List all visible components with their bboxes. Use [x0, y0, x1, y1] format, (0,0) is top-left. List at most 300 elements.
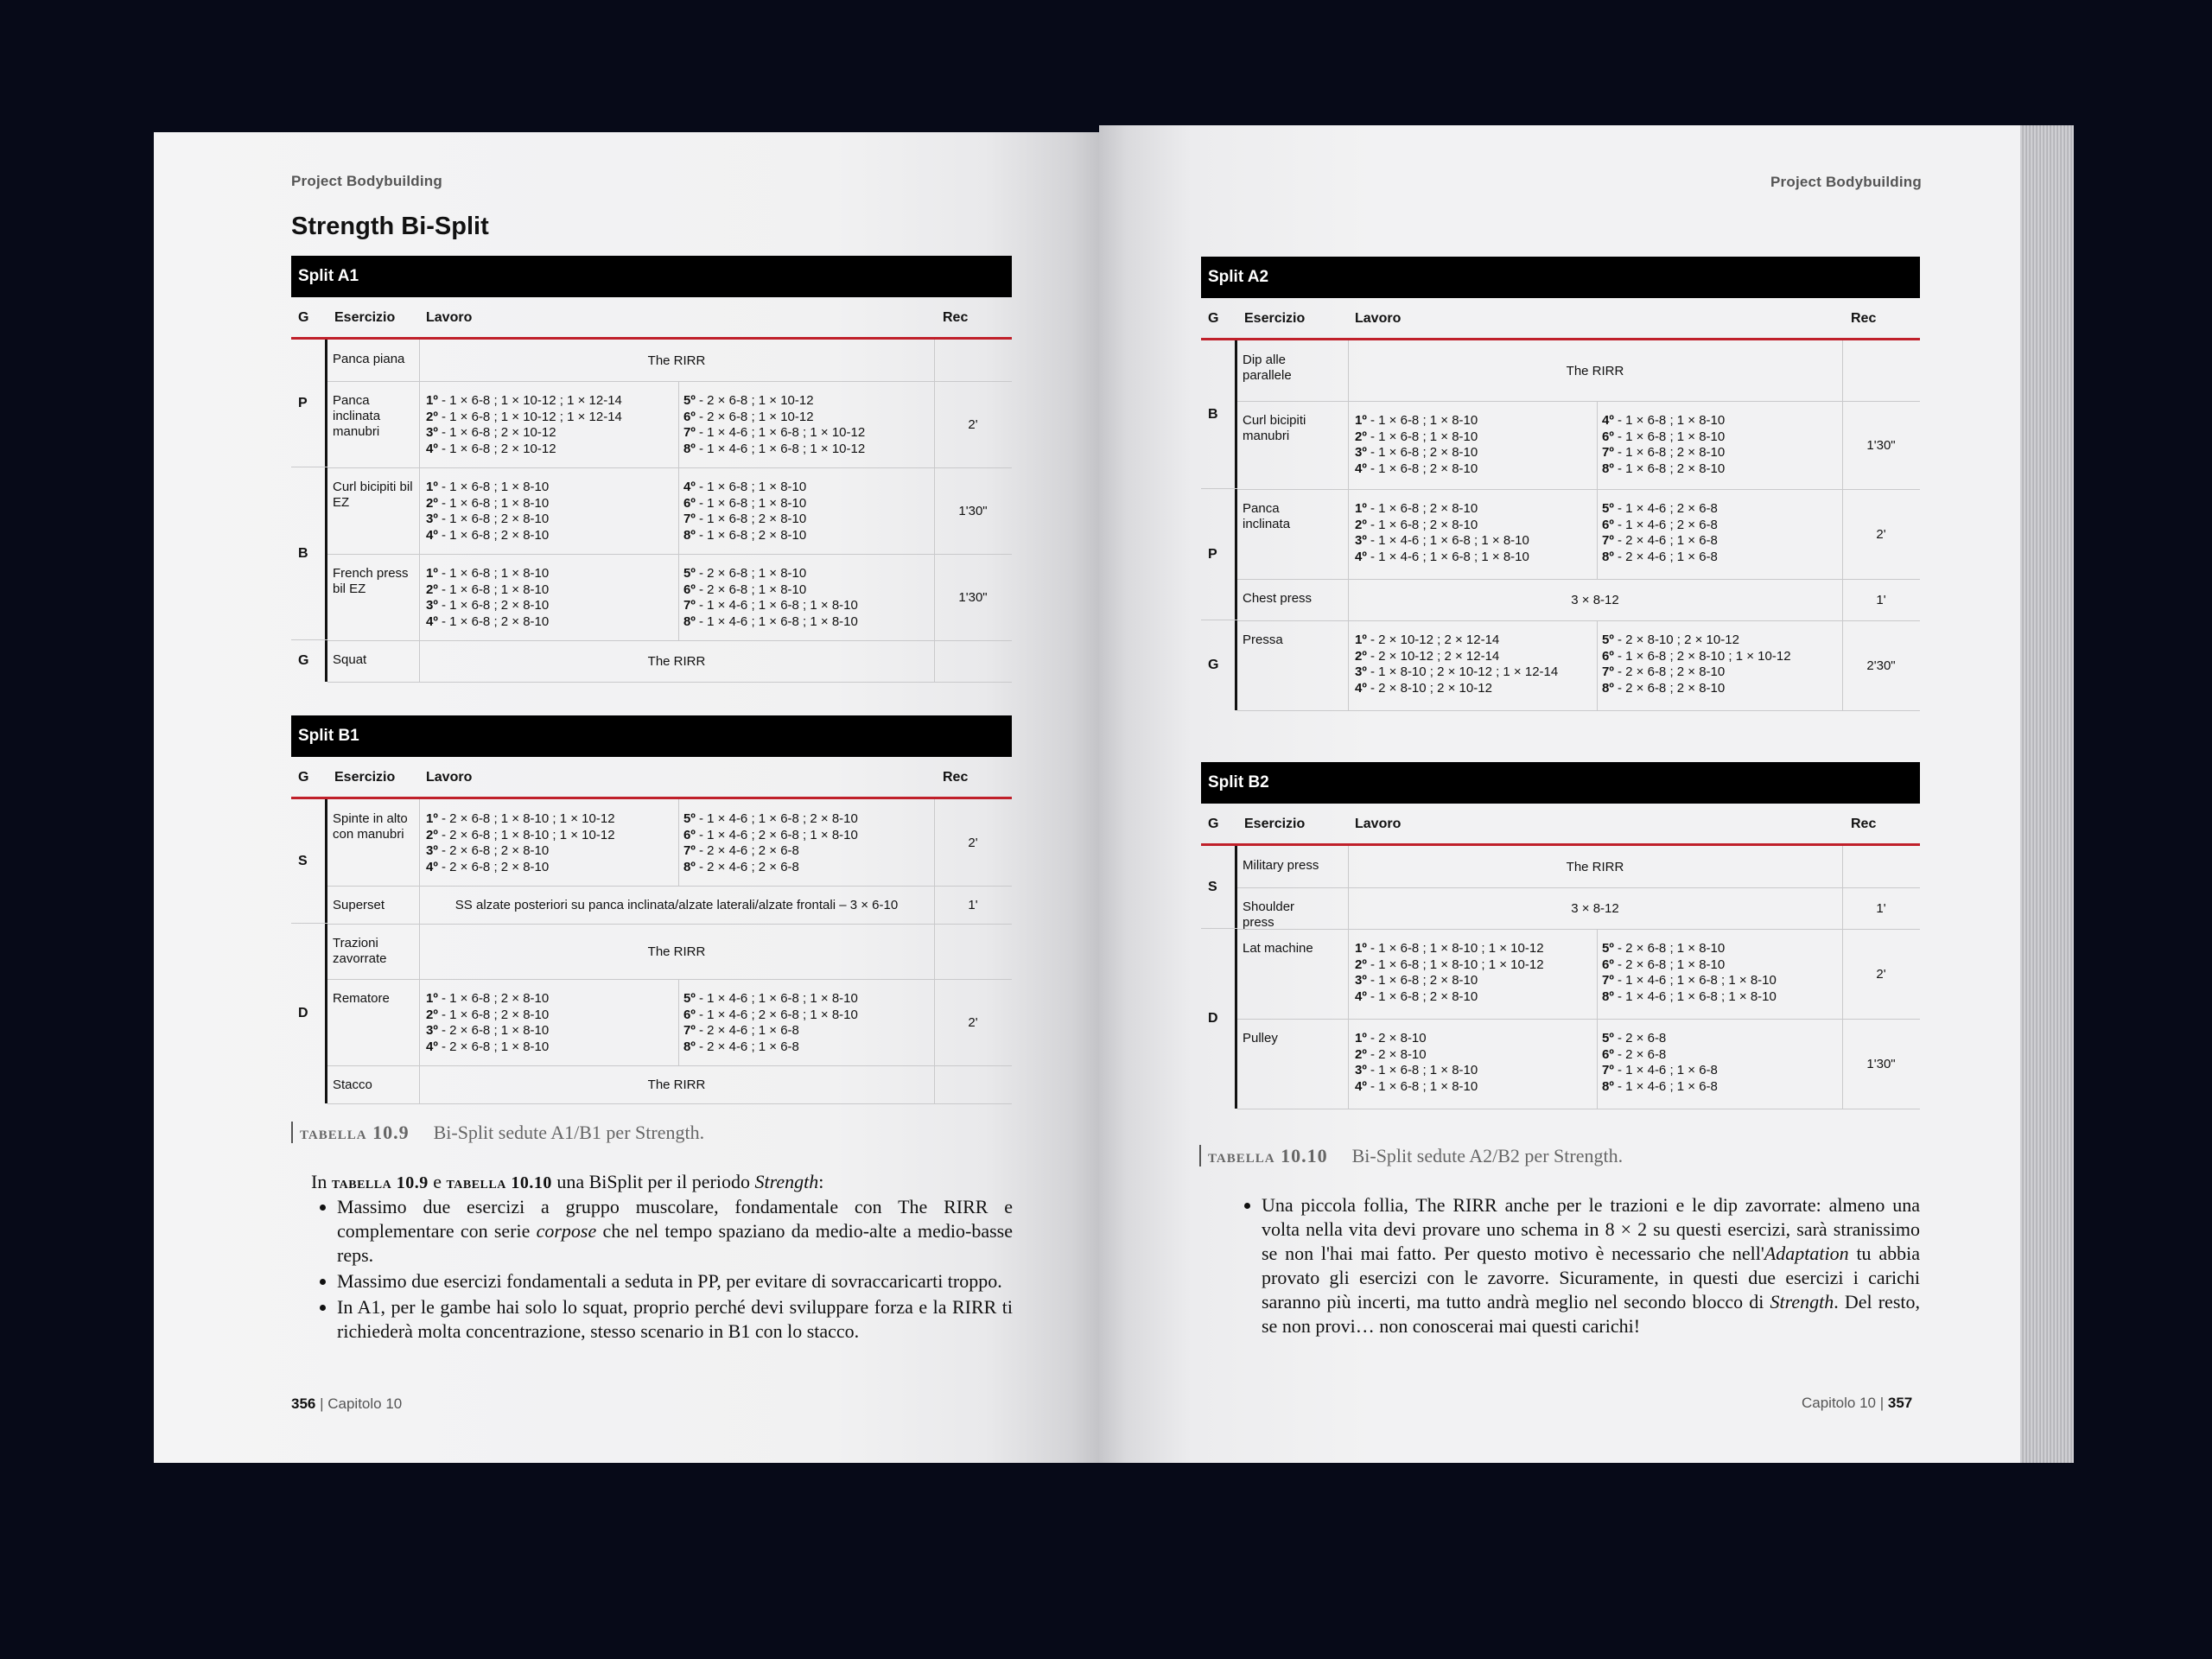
set-detail: - 1 × 4-6 ; 1 × 6-8 ; 1 × 8-10	[1613, 988, 1777, 1004]
column-separator	[1348, 401, 1349, 489]
group-label: S	[298, 854, 308, 868]
column-separator	[1597, 620, 1598, 710]
group-label: G	[1208, 658, 1219, 672]
set-detail: - 1 × 4-6 ; 1 × 6-8 ; 1 × 8-10	[1366, 549, 1529, 564]
set-detail: - 1 × 4-6 ; 1 × 6-8	[1613, 1063, 1718, 1077]
exercise-name: Curl bicipiti manubri	[1243, 413, 1306, 443]
column-separator	[1348, 620, 1349, 710]
set-detail: - 1 × 4-6 ; 1 × 6-8 ; 1 × 8-10	[1613, 973, 1777, 988]
col-g: G	[1208, 311, 1219, 326]
set-number: 8º	[683, 1039, 696, 1054]
rest-time	[934, 924, 1012, 979]
work-line	[426, 1023, 549, 1039]
set-number: 5º	[1602, 941, 1614, 956]
set-detail: - 1 × 6-8 ; 1 × 8-10	[1366, 1063, 1478, 1077]
set-detail: - 2 × 4-6 ; 1 × 6-8	[695, 1039, 799, 1054]
work-scheme-left	[1355, 941, 1544, 1005]
page-title: Strength Bi-Split	[291, 213, 489, 240]
set-number: 1º	[426, 991, 438, 1006]
set-detail: - 1 × 6-8 ; 1 × 8-10	[437, 582, 550, 597]
column-headers	[1201, 298, 1920, 340]
work-line	[683, 480, 806, 496]
set-number: 8º	[1602, 680, 1614, 696]
split-title: Split B2	[1201, 762, 1920, 804]
col-esercizio: Esercizio	[1244, 817, 1306, 831]
set-number: 7º	[1602, 1063, 1614, 1077]
set-number: 4º	[426, 1039, 438, 1054]
set-detail: - 2 × 6-8	[1613, 1046, 1667, 1062]
col-lavoro: Lavoro	[1355, 311, 1402, 326]
work-line	[426, 598, 549, 614]
set-detail: - 1 × 4-6 ; 1 × 6-8 ; 1 × 10-12	[695, 425, 866, 440]
work-line	[1602, 550, 1718, 566]
caption-text: Bi-Split sedute A2/B2 per Strength.	[1351, 1145, 1624, 1166]
right-body-text	[1236, 1193, 1920, 1340]
rest-time	[934, 1065, 1012, 1103]
work-line	[1602, 1031, 1718, 1047]
set-number: 5º	[1602, 501, 1614, 516]
set-number: 2º	[426, 582, 438, 597]
set-number: 4º	[1355, 680, 1367, 696]
set-detail: - 1 × 6-8 ; 2 × 10-12	[437, 441, 556, 456]
split-title: Split B1	[291, 715, 1012, 757]
exercise-name: Shoulder press	[1243, 899, 1295, 930]
column-separator	[678, 381, 679, 467]
set-number: 4º	[1355, 1078, 1367, 1094]
set-detail: - 1 × 6-8 ; 1 × 8-10	[1613, 413, 1726, 428]
set-number: 3º	[426, 598, 438, 613]
work-line	[1602, 632, 1791, 649]
group-label: G	[298, 653, 309, 668]
work-line	[1602, 461, 1725, 478]
work-scheme: The RIRR	[647, 944, 706, 959]
work-line	[426, 528, 549, 544]
work-line	[426, 860, 615, 876]
rest-time: 2'30"	[1866, 658, 1896, 673]
rest-time	[1842, 846, 1920, 887]
work-line	[1355, 550, 1529, 566]
col-g: G	[298, 310, 309, 325]
split-a1-table	[291, 256, 1012, 682]
set-detail: - 2 × 4-6 ; 2 × 6-8	[695, 843, 799, 858]
work-scheme: The RIRR	[647, 653, 706, 669]
set-number: 1º	[1355, 632, 1367, 647]
set-detail: - 1 × 6-8 ; 2 × 8-10	[437, 527, 550, 543]
caption-label: tabella 10.9	[291, 1122, 410, 1143]
set-number: 8º	[683, 441, 696, 456]
bullet-item: • In A1, per le gambe hai solo lo squat, proprio perché devi sviluppare forza e la RIRR ti richiederà molta concentrazione, stesso scenario in B1 con lo stacco.	[337, 1295, 1013, 1344]
column-separator	[419, 979, 420, 1065]
set-detail: - 1 × 6-8 ; 2 × 8-10	[437, 598, 550, 613]
set-number: 4º	[426, 859, 438, 874]
table-row	[327, 640, 1012, 683]
set-number: 7º	[683, 425, 696, 440]
set-detail: - 1 × 4-6 ; 1 × 6-8 ; 1 × 10-12	[695, 441, 866, 456]
work-line	[683, 598, 858, 614]
col-esercizio: Esercizio	[1244, 311, 1306, 326]
set-number: 1º	[1355, 501, 1367, 516]
work-line	[1355, 1079, 1478, 1096]
set-number: 6º	[683, 582, 696, 597]
set-detail: - 2 × 4-6 ; 1 × 6-8	[1613, 533, 1718, 548]
set-number: 8º	[683, 613, 696, 629]
rest-time: 1'30"	[1866, 1056, 1896, 1071]
work-line	[683, 828, 858, 844]
set-number: 4º	[1602, 413, 1614, 428]
table-row	[327, 924, 1012, 980]
work-line	[1355, 941, 1544, 957]
rest-time: 1'30"	[958, 503, 988, 518]
set-detail: - 2 × 6-8 ; 1 × 8-10	[1613, 957, 1726, 972]
set-number: 8º	[683, 859, 696, 874]
work-scheme-left	[426, 566, 549, 630]
work-line	[1602, 973, 1777, 989]
set-detail: - 2 × 6-8 ; 1 × 8-10 ; 1 × 10-12	[437, 811, 615, 826]
work-scheme-left	[426, 991, 549, 1055]
exercise-name: Rematore	[333, 991, 390, 1006]
set-number: 2º	[426, 1007, 438, 1022]
set-number: 7º	[1602, 533, 1614, 548]
work-line	[1602, 501, 1718, 518]
set-detail: - 1 × 8-10 ; 2 × 10-12 ; 1 × 12-14	[1366, 664, 1559, 679]
set-number: 5º	[683, 811, 696, 826]
set-number: 6º	[683, 827, 696, 842]
set-number: 6º	[1602, 429, 1614, 444]
work-scheme-right	[683, 393, 865, 457]
work-line	[426, 828, 615, 844]
col-rec: Rec	[1851, 311, 1877, 326]
caption-label: tabella 10.10	[1199, 1145, 1328, 1166]
work-line	[1602, 957, 1777, 974]
table-row	[327, 799, 1012, 887]
work-line	[1602, 649, 1791, 665]
work-line	[683, 860, 858, 876]
set-number: 7º	[683, 1023, 696, 1038]
set-detail: - 1 × 4-6 ; 1 × 6-8 ; 1 × 8-10	[1366, 533, 1529, 548]
running-head-right: Project Bodybuilding	[1770, 174, 1922, 190]
work-line	[426, 393, 622, 410]
work-line	[1355, 681, 1558, 697]
col-rec: Rec	[1851, 817, 1877, 831]
bullet-item: • Massimo due esercizi fondamentali a seduta in PP, per evitare di sovraccaricarti troppo.	[337, 1269, 1013, 1294]
left-body-text	[311, 1170, 1013, 1345]
work-scheme-right	[1602, 632, 1791, 696]
set-number: 5º	[683, 566, 696, 581]
set-detail: - 1 × 6-8 ; 2 × 8-10	[1613, 445, 1726, 460]
col-esercizio: Esercizio	[334, 770, 396, 785]
set-number: 3º	[426, 843, 438, 858]
work-scheme-left	[1355, 413, 1478, 477]
work-line	[683, 566, 858, 582]
set-detail: - 1 × 4-6 ; 1 × 6-8 ; 1 × 8-10	[695, 613, 858, 629]
work-line	[1355, 973, 1544, 989]
set-detail: - 2 × 4-6 ; 1 × 6-8	[1613, 549, 1718, 564]
group-label: B	[298, 546, 308, 561]
split-title: Split A1	[291, 256, 1012, 297]
set-detail: - 1 × 6-8 ; 1 × 8-10	[437, 495, 550, 511]
work-scheme-right	[1602, 1031, 1718, 1095]
column-separator	[678, 799, 679, 886]
set-detail: - 2 × 4-6 ; 1 × 6-8	[695, 1023, 799, 1038]
rest-time: 2'	[1876, 526, 1886, 542]
set-detail: - 1 × 4-6 ; 1 × 6-8 ; 2 × 8-10	[695, 811, 858, 826]
set-number: 2º	[1355, 1046, 1367, 1062]
work-line	[1355, 461, 1478, 478]
set-number: 6º	[683, 495, 696, 511]
set-number: 1º	[426, 480, 438, 494]
rest-time: 1'30"	[958, 589, 988, 605]
group-cell	[1201, 620, 1237, 710]
set-number: 1º	[426, 393, 438, 408]
set-number: 8º	[1602, 1078, 1614, 1094]
intro-paragraph: In tabella 10.9 e tabella 10.10 una BiSplit per il periodo Strength:	[311, 1171, 824, 1192]
table-row	[1237, 846, 1920, 888]
set-number: 4º	[426, 613, 438, 629]
exercise-name: French press bil EZ	[333, 566, 409, 596]
set-detail: - 1 × 6-8 ; 2 × 8-10	[437, 1007, 550, 1022]
set-number: 2º	[426, 827, 438, 842]
column-separator	[1348, 929, 1349, 1019]
table-body	[1201, 340, 1920, 710]
set-number: 5º	[683, 991, 696, 1006]
work-scheme-left	[426, 811, 615, 875]
set-detail: - 2 × 6-8 ; 2 × 8-10	[1613, 680, 1726, 696]
set-detail: - 1 × 6-8 ; 2 × 8-10	[437, 512, 550, 526]
set-number: 1º	[1355, 413, 1367, 428]
work-line	[1602, 664, 1791, 681]
set-number: 7º	[683, 843, 696, 858]
column-separator	[1348, 489, 1349, 579]
work-line	[1355, 518, 1529, 534]
work-line	[1355, 649, 1558, 665]
work-line	[1355, 429, 1478, 446]
exercise-name: Squat	[333, 652, 367, 667]
work-line	[683, 528, 806, 544]
set-detail: - 2 × 6-8 ; 2 × 8-10	[1613, 664, 1726, 679]
table-row	[1237, 929, 1920, 1020]
work-scheme-right	[683, 480, 806, 543]
table-row	[327, 554, 1012, 641]
set-number: 3º	[1355, 445, 1367, 460]
exercise-name: Stacco	[333, 1077, 372, 1092]
set-number: 5º	[1602, 632, 1614, 647]
set-detail: - 1 × 6-8 ; 1 × 8-10	[1366, 429, 1478, 444]
set-number: 3º	[1355, 664, 1367, 679]
table-row	[327, 886, 1012, 925]
work-line	[683, 582, 858, 599]
work-scheme-left	[1355, 1031, 1478, 1095]
set-detail: - 2 × 6-8 ; 2 × 8-10	[437, 843, 550, 858]
work-line	[426, 614, 549, 631]
work-line	[1355, 1047, 1478, 1064]
set-number: 2º	[1355, 517, 1367, 532]
set-number: 3º	[426, 512, 438, 526]
set-detail: - 2 × 8-10 ; 2 × 10-12	[1613, 632, 1739, 647]
set-detail: - 1 × 6-8 ; 1 × 8-10	[695, 480, 807, 494]
exercise-name: Spinte in alto con manubri	[333, 811, 408, 842]
work-scheme: 3 × 8-12	[1571, 592, 1619, 607]
group-cell	[291, 924, 327, 1103]
work-scheme-left	[426, 393, 622, 457]
exercise-name: Dip alle parallele	[1243, 353, 1292, 383]
rest-time: 2'	[968, 416, 978, 432]
work-line	[1355, 445, 1478, 461]
set-number: 4º	[426, 527, 438, 543]
set-detail: - 2 × 8-10	[1366, 1031, 1427, 1046]
table-row	[327, 979, 1012, 1066]
column-headers	[1201, 804, 1920, 846]
work-line	[1602, 518, 1718, 534]
table-body	[291, 799, 1012, 1103]
set-number: 8º	[1602, 461, 1614, 476]
column-separator	[1597, 1019, 1598, 1109]
folio-left: 356 | Capitolo 10	[291, 1395, 403, 1412]
set-detail: - 1 × 6-8 ; 1 × 8-10	[437, 566, 550, 581]
folio-right: Capitolo 10 | 357	[1802, 1395, 1913, 1411]
work-scheme-right	[683, 566, 858, 630]
work-line	[683, 614, 858, 631]
bullet-item: • Una piccola follia, The RIRR anche per le trazioni e le dip zavorrate: almeno una volta nella vita devi provare uno schema in 8 × 2 su questi esercizi, sarà stranissimo se non l'hai mai fatto. Per questo motivo è necessario che nell'Adaptation tu abbia provato gli esercizi con le zavorre. Sicuramente, in questi due esercizi i carichi saranno più incerti, ma tutto andrà meglio nel secondo blocco di Strength. Del resto, se non provi… non conoscerai mai questi carichi!	[1262, 1193, 1920, 1338]
running-head-left: Project Bodybuilding	[291, 173, 442, 189]
group-label: D	[1208, 1011, 1218, 1026]
set-number: 6º	[683, 1007, 696, 1022]
set-number: 6º	[683, 409, 696, 424]
set-detail: - 1 × 4-6 ; 1 × 6-8 ; 1 × 8-10	[695, 598, 858, 613]
set-number: 8º	[1602, 988, 1614, 1004]
work-line	[1355, 664, 1558, 681]
work-line	[426, 512, 549, 528]
work-line	[1602, 941, 1777, 957]
set-detail: - 2 × 6-8 ; 1 × 8-10	[437, 1023, 550, 1038]
set-number: 7º	[1602, 973, 1614, 988]
set-number: 6º	[1602, 517, 1614, 532]
split-title: Split A2	[1201, 257, 1920, 298]
exercise-name: Panca inclinata	[1243, 501, 1291, 531]
col-lavoro: Lavoro	[426, 310, 473, 325]
column-separator	[1597, 929, 1598, 1019]
work-line	[683, 1023, 858, 1039]
set-detail: - 2 × 6-8 ; 1 × 10-12	[695, 393, 814, 408]
work-line	[683, 425, 865, 442]
set-detail: - 1 × 4-6 ; 2 × 6-8 ; 1 × 8-10	[695, 827, 858, 842]
exercise-name: Chest press	[1243, 591, 1313, 606]
work-line	[1355, 632, 1558, 649]
column-separator	[678, 467, 679, 554]
set-detail: - 1 × 6-8 ; 2 × 10-12	[437, 425, 556, 440]
work-line	[426, 442, 622, 458]
work-scheme: The RIRR	[647, 353, 706, 368]
group-label: S	[1208, 880, 1217, 894]
column-separator	[1597, 489, 1598, 579]
set-number: 4º	[1355, 988, 1367, 1004]
work-line	[426, 496, 549, 512]
work-line	[1602, 429, 1725, 446]
work-line	[426, 991, 549, 1007]
page-edges	[2020, 125, 2074, 1463]
set-number: 6º	[1602, 957, 1614, 972]
set-detail: - 2 × 6-8 ; 1 × 8-10	[695, 566, 807, 581]
bullet-list	[311, 1195, 1013, 1344]
set-detail: - 2 × 8-10	[1366, 1046, 1427, 1062]
set-number: 4º	[1355, 549, 1367, 564]
work-line	[1602, 1079, 1718, 1096]
set-number: 2º	[1355, 429, 1367, 444]
exercise-name: Lat machine	[1243, 941, 1313, 956]
set-detail: - 2 × 8-10 ; 2 × 10-12	[1366, 680, 1492, 696]
rest-time: 2'	[968, 835, 978, 850]
group-cell	[291, 799, 327, 924]
table-row	[1237, 887, 1920, 930]
set-detail: - 2 × 6-8 ; 1 × 10-12	[695, 409, 814, 424]
col-g: G	[1208, 817, 1219, 831]
exercise-name: Superset	[333, 898, 385, 912]
set-number: 4º	[426, 441, 438, 456]
set-number: 1º	[1355, 941, 1367, 956]
set-number: 7º	[1602, 445, 1614, 460]
work-line	[426, 425, 622, 442]
work-line	[683, 512, 806, 528]
col-g: G	[298, 770, 309, 785]
table-row	[327, 340, 1012, 382]
work-line	[683, 1039, 858, 1056]
work-line	[683, 991, 858, 1007]
set-number: 6º	[1602, 1046, 1614, 1062]
work-line	[1355, 533, 1529, 550]
col-esercizio: Esercizio	[334, 310, 396, 325]
rest-time	[934, 340, 1012, 381]
set-detail: - 1 × 6-8 ; 1 × 10-12 ; 1 × 12-14	[437, 393, 622, 408]
set-number: 4º	[683, 480, 696, 494]
group-cell	[1201, 846, 1237, 929]
set-detail: - 1 × 6-8 ; 2 × 8-10	[437, 613, 550, 629]
set-detail: - 2 × 6-8	[1613, 1031, 1667, 1046]
set-number: 6º	[1602, 648, 1614, 664]
work-line	[683, 496, 806, 512]
rest-time	[934, 640, 1012, 682]
table-row	[1237, 489, 1920, 580]
rest-time: 2'	[968, 1014, 978, 1030]
split-b2-table	[1201, 762, 1920, 1109]
table-row	[327, 467, 1012, 555]
work-line	[1355, 413, 1478, 429]
column-separator	[419, 554, 420, 640]
work-line	[426, 811, 615, 828]
group-cell	[291, 467, 327, 640]
bullet-list	[1236, 1193, 1920, 1338]
set-number: 3º	[426, 1023, 438, 1038]
set-number: 5º	[1602, 1031, 1614, 1046]
set-number: 7º	[683, 512, 696, 526]
set-number: 7º	[683, 598, 696, 613]
work-line	[683, 1007, 858, 1024]
set-number: 2º	[426, 409, 438, 424]
column-separator	[678, 554, 679, 640]
col-lavoro: Lavoro	[1355, 817, 1402, 831]
set-detail: - 1 × 6-8 ; 2 × 8-10 ; 1 × 10-12	[1613, 648, 1791, 664]
table-row	[1237, 620, 1920, 711]
rest-time: 1'	[968, 897, 978, 912]
set-detail: - 1 × 6-8 ; 1 × 8-10	[1366, 1078, 1478, 1094]
exercise-name: Trazioni zavorrate	[333, 936, 387, 966]
set-number: 8º	[1602, 549, 1614, 564]
set-detail: - 1 × 6-8 ; 2 × 8-10	[1366, 973, 1478, 988]
work-line	[426, 1039, 549, 1056]
set-detail: - 1 × 4-6 ; 2 × 6-8	[1613, 517, 1718, 532]
set-detail: - 1 × 6-8 ; 2 × 8-10	[437, 991, 550, 1006]
work-line	[426, 582, 549, 599]
set-number: 2º	[1355, 648, 1367, 664]
set-detail: - 1 × 6-8 ; 2 × 8-10	[1613, 461, 1726, 476]
